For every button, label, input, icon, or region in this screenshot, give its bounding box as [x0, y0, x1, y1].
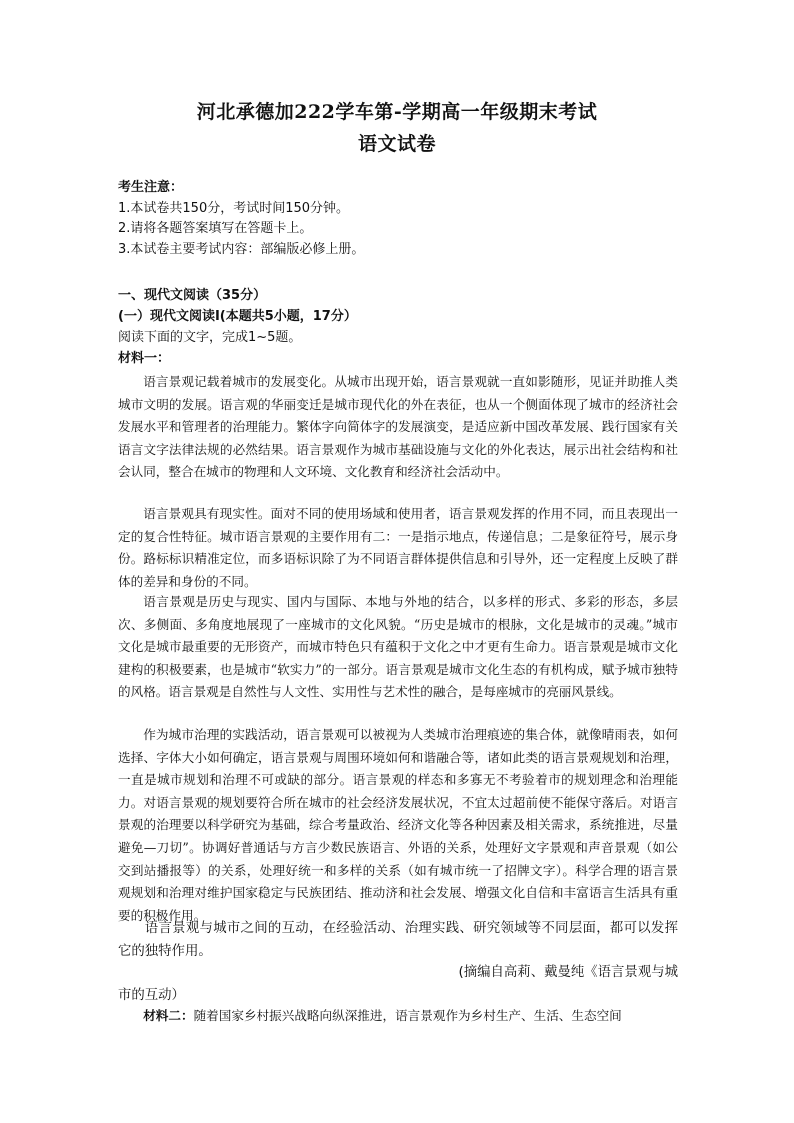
source-citation	[118, 962, 678, 1007]
paragraph-4: 作为城市治理的实践活动，语言景观可以被视为人类城市治理痕迹的集合体，就像晴雨表，如何选择、字体大小如何确定，语言景观与周围环境如何和谐融合等，诸如此类的语言景观规划和治理，一直是城市规划和治理不可或缺的部分。语言景观的样态和多寡无不考验着市的规划理念和治理能力。对语言景观的规划要符合所在城市的社会经济发展状况，不宜太过超前使不能保守落后。对语言景观的治理要以科学研究为基础，综合考量政治、经济文化等各种因素及相关需求，系统推进，尽量避免—刀切”。协调好普通话与方言少数民族语言、外语的关系，处理好文字景观和声音景观（如公交到站播报等）的关系，处理好统一和多样的关系（如有城市统一了招牌文字）。科学合理的语言景观规划和治理对维护国家稳定与民族团结、推动济和社会发展、增强文化自信和丰富语言生活具有重要的积极作用。	[118, 727, 678, 923]
material-2-label: 材料二：	[143, 1008, 194, 1023]
notice-item-3: 3.本试卷主要考试内容：部编版必修上册。	[118, 242, 365, 257]
paragraph-1: 语言景观记载着城市的发展变化。从城市出现开始，语言景观就一直如影随形，见证并助推人类城市文明的发展。语言观的华丽变迁是城市现代化的外在表征，也从一个侧面体现了城市的经济社会发展水平和管理者的治理能力。繁体字向简体字的发展演变，是适应新中国改革发展、践行国家有关语言文字法律法规的必然结果。语言景观作为城市基础设施与文化的外化表达，展示出社会结构和社会认同，整合在城市的物理和人文环境、文化教育和经济社会活动中。	[118, 374, 678, 480]
material-1-label: 材料一：	[118, 351, 171, 366]
notice-heading: 考生注意：	[118, 180, 184, 195]
paragraph-2: 语言景观具有现实性。面对不同的使用场域和使用者，语言景观发挥的作用不同，而且表现出一定的复合性特征。城市语言景观的主要作用有二：一是指示地点，传递信息；二是象征符号，展示身份。路标标识精准定位，而多语标识除了为不同语言群体提供信息和引导外，还一定程度上反映了群体的差异和身份的不同。	[118, 506, 678, 589]
section-subheading: (一）现代文阅读Ⅰ(本题共5小题，17分）	[118, 309, 357, 324]
reading-instruction: 阅读下面的文字，完成1~5题。	[118, 330, 302, 345]
source-line-2: 市的互动）	[118, 987, 185, 1003]
material-2	[118, 1005, 678, 1027]
section-heading: 一、现代文阅读（35分）	[118, 288, 267, 303]
exam-title: 河北承德加222学车第-学期高一年级期末考试	[196, 101, 598, 123]
exam-subtitle: 语文试卷	[357, 133, 436, 155]
notice-item-1: 1.本试卷共150分，考试时间150分钟。	[118, 201, 350, 216]
source-line-1: (摘编自高莉、戴曼纯《语言景观与城	[458, 965, 678, 980]
material-2-text: 随着国家乡村振兴战略向纵深推进，语言景观作为乡村生产、生活、生态空间	[193, 1008, 622, 1023]
paragraph-5: 语言景观与城市之间的互动，在经验活动、治理实践、研究领域等不同层面，都可以发挥它的独特作用。	[118, 921, 678, 959]
paragraph-3: 语言景观是历史与现实、国内与国际、本地与外地的结合，以多样的形式、多彩的形态，多层次、多侧面、多角度地展现了一座城市的文化风貌。“历史是城市的根脉，文化是城市的灵魂。”城市文化是城市最重要的无形资产，而城市特色只有蕴积于文化之中才更有生命力。语言景观是城市文化建构的积极要素，也是城市“软实力”的一部分。语言景观是城市文化生态的有机构成，赋予城市独特的风格。语言景观是自然性与人文性、实用性与艺术性的融合，是每座城市的亮丽风景线。	[118, 594, 678, 700]
notice-item-2: 2.请将各题答案填写在答题卡上。	[118, 221, 313, 236]
